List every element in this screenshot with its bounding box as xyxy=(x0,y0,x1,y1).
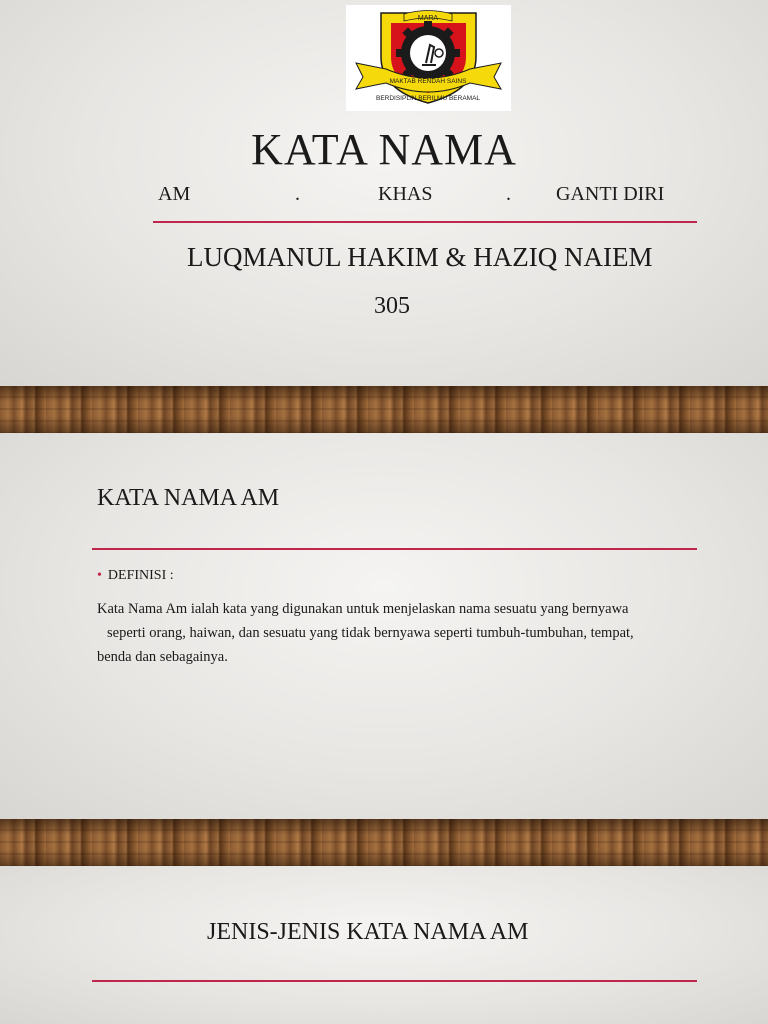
accent-divider xyxy=(92,548,697,550)
definition-line: Kata Nama Am ialah kata yang digunakan untuk menjelaskan nama sesuatu yang bernyawa xyxy=(97,601,629,617)
definition-line: seperti orang, haiwan, dan sesuatu yang tidak bernyawa seperti tumbuh-tumbuhan, tempat, xyxy=(107,625,634,641)
mrsm-crest-icon xyxy=(346,5,511,111)
svg-text:MARA: MARA xyxy=(417,15,439,22)
svg-text:MAKTAB RENDAH SAINS: MAKTAB RENDAH SAINS xyxy=(389,78,467,85)
slide-title: KATA NAMA xyxy=(251,125,517,174)
subtitle-ganti-diri: GANTI DIRI xyxy=(556,183,665,205)
types-slide xyxy=(0,866,768,1024)
subtitle-khas: KHAS xyxy=(378,183,433,205)
class-number: 305 xyxy=(374,293,410,319)
mrsm-logo xyxy=(346,5,511,111)
slide-heading: KATA NAMA AM xyxy=(97,485,280,511)
bullet-label: DEFINISI : xyxy=(107,568,174,583)
subtitle-separator: . xyxy=(506,183,511,205)
accent-divider xyxy=(153,221,697,223)
title-slide xyxy=(0,0,768,386)
definition-line: benda dan sebagainya. xyxy=(97,649,228,665)
slide-heading: JENIS-JENIS KATA NAMA AM xyxy=(207,919,529,945)
definition-text xyxy=(97,597,697,669)
wood-floor-divider xyxy=(0,819,768,866)
authors: LUQMANUL HAKIM & HAZIQ NAIEM xyxy=(187,242,653,272)
subtitle-separator: . xyxy=(295,183,300,205)
accent-divider xyxy=(92,980,697,982)
subtitle-am: AM xyxy=(158,183,191,205)
svg-text:BERDISIPLIN BERILMU BERAMAL: BERDISIPLIN BERILMU BERAMAL xyxy=(375,95,481,102)
definition-slide xyxy=(0,433,768,819)
bullet-icon: • xyxy=(97,568,102,583)
wood-floor-divider xyxy=(0,386,768,433)
bullet-item xyxy=(97,568,174,584)
